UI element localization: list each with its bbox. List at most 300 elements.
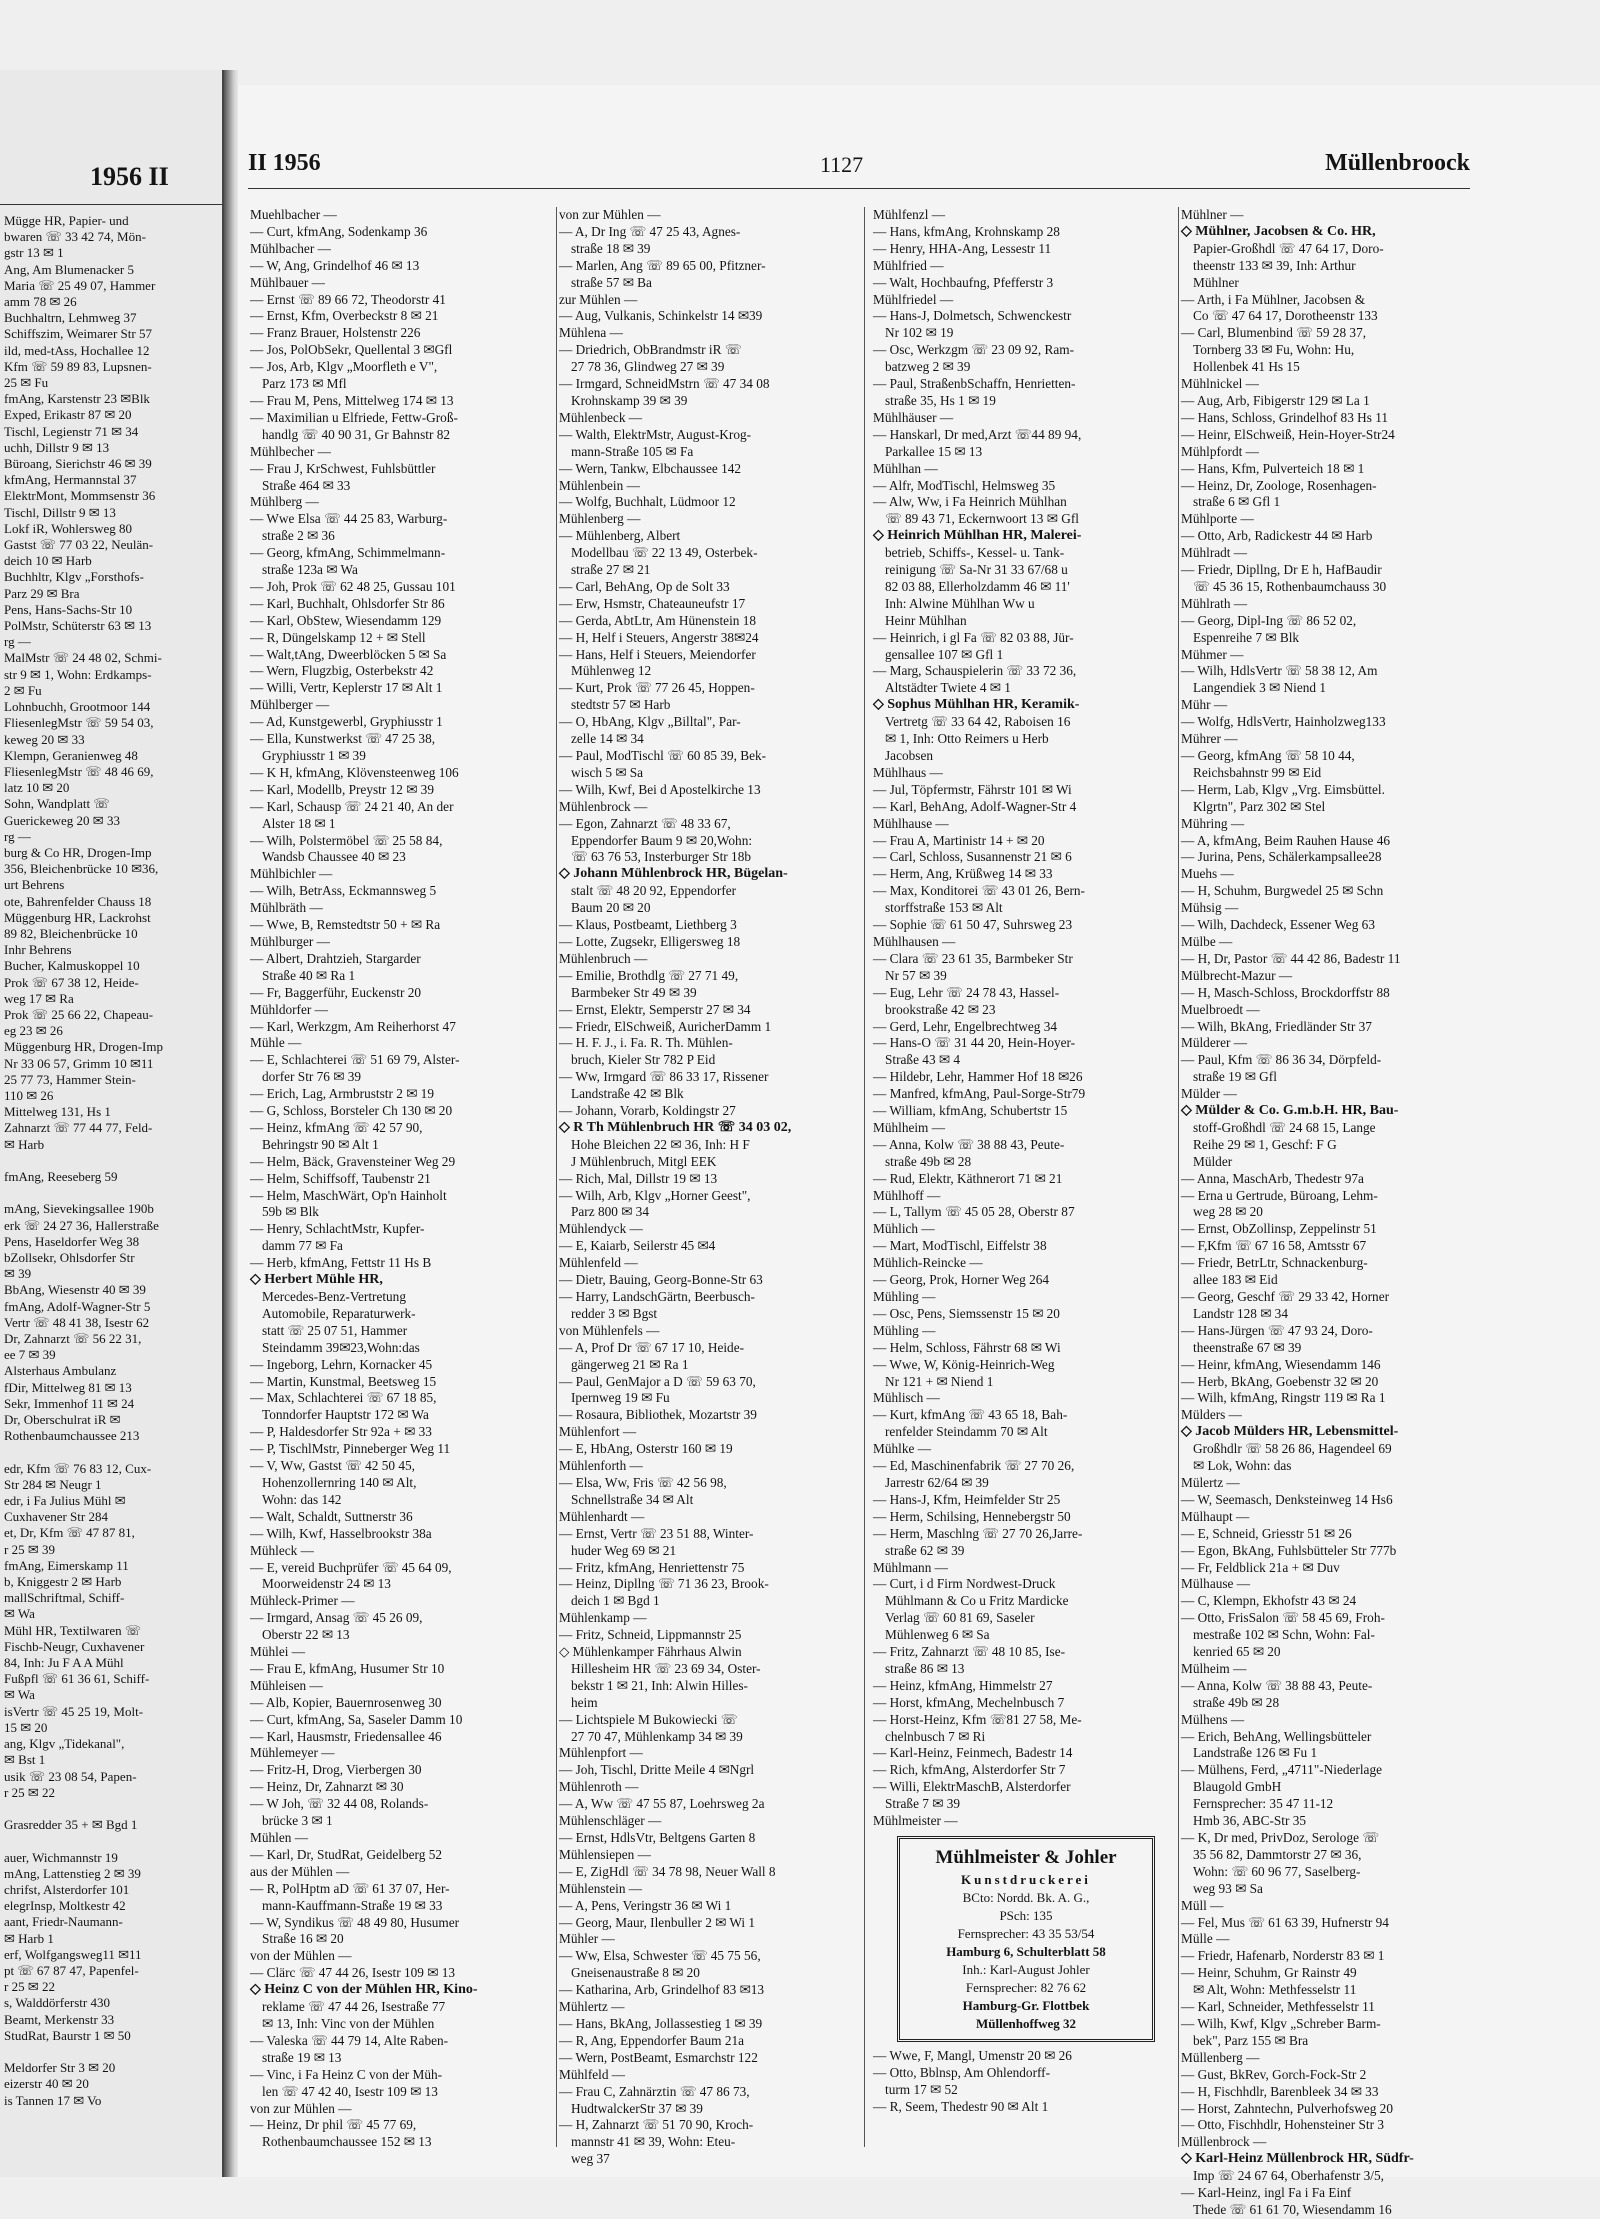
directory-entry: Wohn: das 142 [262, 1491, 342, 1507]
directory-entry: — Heinz, Dr, Zoologe, Rosenhagen- [1181, 477, 1377, 493]
directory-entry: — R, Ang, Eppendorfer Baum 21a [559, 2032, 745, 2048]
directory-entry: straße 19 ✉ Gfl [1193, 1069, 1277, 1085]
directory-entry: Mühle — [250, 1035, 302, 1051]
directory-entry: — Irmgard, Ansag ☏ 45 26 09, [250, 1610, 423, 1626]
directory-entry: Mühlbacher — [250, 240, 331, 256]
directory-entry: — Clara ☏ 23 61 35, Barmbeker Str [873, 950, 1073, 966]
directory-entry: — Herm, Maschlng ☏ 27 70 26,Jarre- [873, 1525, 1083, 1541]
ad-phone: Fernsprecher: 43 35 53/54 [957, 1926, 1095, 1941]
directory-entry: — Heinr, kfmAng, Wiesendamm 146 [1181, 1356, 1381, 1372]
directory-entry: 84, Inh: Ju F A A Mühl [4, 1655, 124, 1671]
directory-entry: Mühl HR, Textilwaren ☏ [4, 1622, 142, 1638]
directory-entry [2, 1185, 218, 1201]
directory-entry: — Rosaura, Bibliothek, Mozartstr 39 [559, 1407, 757, 1423]
directory-entry: — Alw, Ww, i Fa Heinrich Mühlhan [873, 494, 1067, 510]
directory-entry: r 25 ✉ 39 [4, 1541, 55, 1557]
directory-entry: — Dietr, Bauing, Georg-Bonne-Str 63 [559, 1272, 763, 1288]
directory-entry: Mühlfeld — [559, 2066, 626, 2082]
directory-entry: — Hildebr, Lehr, Hammer Hof 18 ✉26 [873, 1069, 1083, 1085]
directory-entry: — Karl, Werkzgm, Am Reiherhorst 47 [250, 1018, 456, 1034]
directory-entry: — Karl, Schausp ☏ 24 21 40, An der [250, 798, 454, 814]
directory-entry: — Eug, Lehr ☏ 24 78 43, Hassel- [873, 984, 1060, 1000]
directory-entry: Mühring — [1181, 815, 1245, 831]
directory-entry: weg 93 ✉ Sa [1193, 1880, 1263, 1896]
directory-entry: Landstr 128 ✉ 34 [1193, 1305, 1288, 1321]
directory-entry: ✉ 39 [4, 1266, 32, 1282]
ad-subtitle: Kunstdruckerei [961, 1872, 1091, 1887]
directory-entry: Grasredder 35 + ✉ Bgd 1 [4, 1817, 138, 1833]
directory-entry: — Fr, Feldblick 21a + ✉ Duv [1181, 1559, 1340, 1575]
directory-entry: — Henry, HHA-Ang, Lessestr 11 [873, 240, 1052, 256]
directory-entry: 27 78 36, Glindweg 27 ✉ 39 [571, 359, 725, 375]
directory-entry: Mülderer — [1181, 1035, 1248, 1051]
directory-entry: — Fritz-H, Drog, Vierbergen 30 [250, 1762, 422, 1778]
directory-entry: — Egon, BkAng, Fuhlsbütteler Str 777b [1181, 1542, 1397, 1558]
directory-entry: ◇ Mühlner, Jacobsen & Co. HR, [1181, 223, 1376, 239]
directory-entry: Imp ☏ 24 67 64, Oberhafenstr 3/5, [1193, 2168, 1384, 2184]
directory-entry: — Herm, Lab, Klgv „Vrg. Eimsbüttel. [1181, 781, 1385, 797]
directory-entry: Parz 173 ✉ Mfl [262, 376, 347, 392]
directory-entry: — Rich, kfmAng, Alsterdorfer Str 7 [873, 1762, 1066, 1778]
directory-entry: — E, Kaiarb, Seilerstr 45 ✉4 [559, 1238, 716, 1254]
directory-entry: weg 37 [571, 2151, 610, 2167]
directory-entry: — Maximilian u Elfriede, Fettw-Groß- [250, 409, 458, 425]
directory-entry: Mühlfriedel — [873, 291, 954, 307]
directory-entry: — Marlen, Ang ☏ 89 65 00, Pfitzner- [559, 257, 766, 273]
directory-entry: Mühlner [1193, 274, 1239, 290]
directory-entry: Mühlertz — [559, 1999, 625, 2015]
directory-entry: 35 56 82, Dammtorstr 27 ✉ 36, [1193, 1846, 1362, 1862]
directory-entry [2, 1444, 218, 1460]
directory-entry: kenried 65 ✉ 20 [1193, 1644, 1281, 1660]
directory-entry: — Albert, Drahtzieh, Stargarder [250, 950, 421, 966]
directory-entry: MalMstr ☏ 24 48 02, Schmi- [4, 650, 162, 666]
directory-entry: Mühleck-Primer — [250, 1593, 355, 1609]
column-3 [864, 207, 1163, 2147]
directory-entry: Pens, Hans-Sachs-Str 10 [4, 601, 133, 617]
directory-entry: — E, Schneid, Griesstr 51 ✉ 26 [1181, 1525, 1352, 1541]
directory-entry: — Carl, Blumenbind ☏ 59 28 37, [1181, 325, 1367, 341]
directory-entry: gensallee 107 ✉ Gfl 1 [885, 646, 1004, 662]
directory-entry: — A, kfmAng, Beim Rauhen Hause 46 [1181, 832, 1391, 848]
directory-entry: Straße 16 ✉ 20 [262, 1931, 344, 1947]
directory-entry: Rothenbaumchaussee 152 ✉ 13 [262, 2134, 432, 2150]
directory-entry: — E, vereid Buchprüfer ☏ 45 64 09, [250, 1559, 452, 1575]
directory-entry [2, 2044, 218, 2060]
directory-entry: — Arth, i Fa Mühlner, Jacobsen & [1181, 291, 1366, 307]
directory-entry: — Ernst, HdlsVtr, Beltgens Garten 8 [559, 1830, 756, 1845]
directory-entry: — Wilh, BetrAss, Eckmannsweg 5 [250, 883, 437, 899]
directory-entry: Verlag ☏ 60 81 69, Saseler [885, 1610, 1035, 1626]
directory-entry: Rothenbaumchaussee 213 [4, 1428, 140, 1444]
directory-entry: — Carl, BehAng, Op de Solt 33 [559, 578, 730, 594]
directory-entry: damm 77 ✉ Fa [262, 1238, 343, 1254]
directory-entry: Mühlenbrock — [559, 798, 648, 814]
directory-entry: — Martin, Kunstmal, Beetsweg 15 [250, 1373, 437, 1389]
directory-entry: — Aug, Arb, Fibigerstr 129 ✉ La 1 [1181, 392, 1370, 408]
directory-entry: — G, Schloss, Borsteler Ch 130 ✉ 20 [250, 1103, 453, 1119]
directory-entry: Mühlhaus — [873, 764, 943, 780]
ad-bank: BCto: Nordd. Bk. A. G., [962, 1890, 1090, 1905]
directory-entry: — Klaus, Postbeamt, Liethberg 3 [559, 917, 737, 933]
directory-entry: Mühlberg — [250, 494, 319, 510]
directory-entry: — K H, kfmAng, Klövensteenweg 106 [250, 764, 459, 780]
directory-entry: StudRat, Baurstr 1 ✉ 50 [4, 2027, 131, 2043]
directory-entry: BbAng, Wiesenstr 40 ✉ 39 [4, 1282, 146, 1298]
directory-entry: — Jul, Töpfermstr, Fährstr 101 ✉ Wi [873, 781, 1072, 797]
directory-entry: — Horst-Heinz, Kfm ☏81 27 58, Me- [873, 1711, 1082, 1727]
directory-entry: — Rud, Elektr, Käthnerort 71 ✉ 21 [873, 1170, 1063, 1186]
directory-entry: Mülheim — [1181, 1660, 1247, 1676]
directory-entry: straße 49b ✉ 28 [885, 1153, 972, 1169]
directory-entry: — Max, Konditorei ☏ 43 01 26, Bern- [873, 883, 1085, 899]
directory-entry: — Wolfg, HdlsVertr, Hainholzweg133 [1181, 714, 1386, 730]
directory-entry: Gneisenaustraße 8 ✉ 20 [571, 1965, 700, 1981]
directory-entry: — Hans, kfmAng, Krohnskamp 28 [873, 223, 1060, 239]
directory-entry: — Ed, Maschinenfabrik ☏ 27 70 26, [873, 1458, 1075, 1474]
directory-entry: — Anna, Kolw ☏ 38 88 43, Peute- [1181, 1677, 1373, 1693]
directory-entry: Mühlmeister — [873, 1813, 958, 1829]
directory-entry: Moorweidenstr 24 ✉ 13 [262, 1576, 391, 1592]
directory-entry: Pens, Haseldorfer Weg 38 [4, 1233, 140, 1249]
directory-entry: — Walt, Hochbaufng, Pfefferstr 3 [873, 274, 1054, 290]
directory-entry: Mülder [1193, 1153, 1233, 1169]
directory-entry: Mührer — [1181, 731, 1238, 747]
directory-entry: reklame ☏ 47 44 26, Isestraße 77 [262, 1999, 446, 2015]
directory-entry: zelle 14 ✉ 34 [571, 731, 644, 747]
directory-entry: ◇ Heinz C von der Mühlen HR, Kino- [250, 1982, 478, 1998]
directory-entry: Mühlmann — [873, 1559, 948, 1575]
directory-entry: — Friedr, ElSchweiß, AuricherDamm 1 [559, 1018, 772, 1034]
directory-entry: Meldorfer Str 3 ✉ 20 [4, 2060, 116, 2076]
directory-entry: ✉ Alt, Wohn: Methfesselstr 11 [1193, 1982, 1357, 1998]
directory-entry: Mühlenweg 6 ✉ Sa [885, 1627, 990, 1643]
directory-entry: — Hans-J, Dolmetsch, Schwenckestr [873, 308, 1072, 324]
directory-entry: — Frau A, Martinistr 14 + ✉ 20 [873, 832, 1045, 848]
directory-entry: Straße 464 ✉ 33 [262, 477, 351, 493]
directory-entry: urt Behrens [4, 877, 65, 893]
directory-entry: statt ☏ 25 07 51, Hammer [262, 1322, 408, 1338]
directory-entry: fmAng, Reeseberg 59 [4, 1168, 118, 1184]
directory-entry: Lohnbuchh, Grootmoor 144 [4, 699, 151, 715]
directory-entry: — Karl, BehAng, Adolf-Wagner-Str 4 [873, 798, 1077, 814]
directory-entry: stoff-Großhdl ☏ 24 68 15, Lange [1193, 1119, 1376, 1135]
directory-entry: ✉ Wa [4, 1687, 35, 1703]
directory-entry: — Helm, Bäck, Gravensteiner Weg 29 [250, 1153, 456, 1169]
directory-entry: latz 10 ✉ 20 [4, 780, 70, 796]
directory-entry: Buchhltr, Klgv „Forsthofs- [4, 569, 144, 585]
directory-entry: Mühlberger — [250, 697, 330, 713]
directory-entry: Mühler — [559, 1931, 615, 1947]
directory-entry: Klgrtn", Parz 302 ✉ Stel [1193, 798, 1326, 814]
directory-entry: — R, Seem, Thedestr 90 ✉ Alt 1 [873, 2098, 1049, 2114]
directory-entry: — Wolfg, Buchhalt, Lüdmoor 12 [559, 494, 736, 510]
directory-entry: — Hans-J, Kfm, Heimfelder Str 25 [873, 1491, 1061, 1507]
directory-entry: — W Joh, ☏ 32 44 08, Rolands- [250, 1796, 429, 1812]
directory-entry: mann-Straße 105 ✉ Fa [571, 443, 694, 459]
directory-entry: — Alb, Kopier, Bauernrosenweg 30 [250, 1694, 442, 1710]
directory-entry: betrieb, Schiffs-, Kessel- u. Tank- [885, 545, 1065, 561]
directory-entry: ◇ Mühlenkamper Fährhaus Alwin [559, 1644, 742, 1660]
directory-entry: Barmbeker Str 49 ✉ 39 [571, 984, 697, 1000]
directory-entry [2, 1801, 218, 1817]
directory-entry: — Karl-Heinz, ingl Fa i Fa Einf [1181, 2185, 1352, 2201]
directory-entry: — Walth, ElektrMstr, August-Krog- [559, 426, 752, 442]
directory-entry: ☏ 89 43 71, Eckernwoort 13 ✉ Gfl [885, 511, 1079, 527]
directory-entry: Krohnskamp 39 ✉ 39 [571, 392, 688, 408]
directory-entry: Behringstr 90 ✉ Alt 1 [262, 1136, 379, 1152]
directory-entry: Tonndorfer Hauptstr 172 ✉ Wa [262, 1407, 429, 1423]
directory-entry: mAng, Sievekingsallee 190b [4, 1201, 154, 1217]
directory-entry: straße 27 ✉ 21 [571, 562, 651, 578]
directory-entry: — Otto, Arb, Radickestr 44 ✉ Harb [1181, 528, 1373, 544]
directory-entry: — F,Kfm ☏ 67 16 58, Amtsstr 67 [1181, 1238, 1367, 1254]
directory-entry: Mühlich — [873, 1221, 935, 1237]
directory-entry: — L, Tallym ☏ 45 05 28, Oberstr 87 [873, 1204, 1075, 1220]
directory-entry: ✉ Lok, Wohn: das [1193, 1458, 1292, 1474]
directory-entry: Fischb-Neugr, Cuxhavener [4, 1638, 145, 1654]
directory-entry: allee 183 ✉ Eid [1193, 1272, 1278, 1288]
directory-entry: Nr 33 06 57, Grimm 10 ✉11 [4, 1055, 154, 1071]
directory-entry: — E, Schlachterei ☏ 51 69 79, Alster- [250, 1052, 460, 1068]
directory-entry: Espenreihe 7 ✉ Blk [1193, 629, 1300, 645]
directory-entry: chrifst, Alsterdorfer 101 [4, 1881, 130, 1897]
directory-entry: Mühlbräth — [250, 900, 323, 916]
directory-entry: gstr 13 ✉ 1 [4, 245, 64, 261]
directory-entry: — Mart, ModTischl, Eiffelstr 38 [873, 1238, 1047, 1254]
directory-entry: — Osc, Pens, Siemssenstr 15 ✉ 20 [873, 1305, 1060, 1321]
directory-entry: bwaren ☏ 33 42 74, Mön- [4, 229, 146, 245]
directory-entry: brookstraße 42 ✉ 23 [885, 1001, 996, 1017]
directory-entry: usik ☏ 23 08 54, Papen- [4, 1768, 137, 1784]
directory-entry: pt ☏ 67 87 47, Papenfel- [4, 1962, 139, 1978]
directory-entry: Bucher, Kalmuskoppel 10 [4, 958, 140, 974]
directory-entry: stalt ☏ 48 20 92, Eppendorfer [571, 883, 737, 899]
directory-entry: ee 7 ✉ 39 [4, 1347, 56, 1363]
directory-entry: Oberstr 22 ✉ 13 [262, 1627, 350, 1643]
directory-entry: von der Mühlen — [250, 1948, 352, 1964]
directory-entry: FliesenlegMstr ☏ 59 54 03, [4, 715, 154, 731]
directory-entry: — K, Dr med, PrivDoz, Serologe ☏ [1181, 1830, 1379, 1845]
directory-entry: mallSchriftmal, Schiff- [4, 1590, 125, 1606]
directory-entry: Schnellstraße 34 ✉ Alt [571, 1491, 694, 1507]
directory-entry: — Jos, PolObSekr, Quellental 3 ✉Gfl [250, 342, 453, 358]
ad-phone2: Fernsprecher: 82 76 62 [965, 1980, 1087, 1995]
directory-entry: Langendiek 3 ✉ Niend 1 [1193, 680, 1326, 696]
directory-entry: von Mühlenfels — [559, 1322, 660, 1338]
directory-entry: Mühlensiepen — [559, 1846, 651, 1862]
directory-entry: — Heinz, Dr phil ☏ 45 77 69, [250, 2117, 417, 2133]
directory-entry: — Aug, Vulkanis, Schinkelstr 14 ✉39 [559, 308, 763, 324]
directory-entry: ◇ Jacob Mülders HR, Lebensmittel- [1181, 1424, 1399, 1440]
directory-entry: — Katharina, Arb, Grindelhof 83 ✉13 [559, 1982, 765, 1998]
header-volume: II 1956 [248, 150, 321, 176]
directory-entry: — Anna, Kolw ☏ 38 88 43, Peute- [873, 1136, 1065, 1152]
directory-entry: Mühlenfort — [559, 1424, 637, 1440]
directory-entry: — Ernst, Vertr ☏ 23 51 88, Winter- [559, 1525, 754, 1541]
directory-entry: fDir, Mittelweg 81 ✉ 13 [4, 1379, 132, 1395]
directory-entry: — Carl, Schloss, Susannenstr 21 ✉ 6 [873, 849, 1072, 865]
directory-entry: ☏ 45 36 15, Rothenbaumchauss 30 [1193, 578, 1387, 594]
directory-entry: ◇ Karl-Heinz Müllenbrock HR, Südfr- [1181, 2151, 1414, 2167]
directory-entry: Straße 43 ✉ 4 [885, 1052, 961, 1068]
directory-entry: 27 70 47, Mühlenkamp 34 ✉ 39 [571, 1728, 743, 1744]
directory-entry: uchh, Dillstr 9 ✉ 13 [4, 439, 110, 455]
directory-entry: — H, Dr, Pastor ☏ 44 42 86, Badestr 11 [1181, 950, 1401, 966]
directory-entry: ◇ Mülder & Co. G.m.b.H. HR, Bau- [1181, 1103, 1399, 1119]
directory-entry: Mühlmann & Co u Fritz Mardicke [885, 1593, 1069, 1609]
directory-entry: ElektrMont, Mommsenstr 36 [4, 488, 156, 504]
directory-entry: Mühlporte — [1181, 511, 1254, 527]
directory-entry: — Emilie, Brothdlg ☏ 27 71 49, [559, 967, 739, 983]
directory-entry: Mühlrath — [1181, 595, 1248, 611]
directory-entry: Mühlisch — [873, 1390, 940, 1406]
directory-entry: — Karl, ObStew, Wiesendamm 129 [250, 612, 442, 628]
directory-entry: erf, Wolfgangsweg11 ✉11 [4, 1946, 142, 1962]
directory-entry: Exped, Erikastr 87 ✉ 20 [4, 407, 132, 423]
directory-entry: — Erich, Lag, Armbruststr 2 ✉ 19 [250, 1086, 434, 1102]
directory-entry: — Karl, Schneider, Methfesselstr 11 [1181, 1999, 1375, 2015]
directory-entry: Mühlenweg 12 [571, 663, 652, 679]
directory-entry: Papier-Großhdl ☏ 47 64 17, Doro- [1193, 240, 1384, 256]
directory-entry: Mügge HR, Papier- und [4, 213, 129, 228]
left-page-lines [0, 205, 222, 2109]
directory-entry [2, 1153, 218, 1169]
directory-entry: Straße 7 ✉ 39 [885, 1796, 961, 1812]
directory-entry: — C, Klempn, Ekhofstr 43 ✉ 24 [1181, 1593, 1357, 1609]
directory-entry: Mühlei — [250, 1644, 306, 1660]
directory-entry: Müggenburg HR, Drogen-Imp [4, 1039, 163, 1055]
directory-entry: isVertr ☏ 45 25 19, Molt- [4, 1703, 144, 1719]
directory-entry: Mühldorfer — [250, 1001, 328, 1017]
directory-entry: — Georg, Maur, Ilenbuller 2 ✉ Wi 1 [559, 1914, 756, 1930]
ad-inhaber: Inh.: Karl-August Johler [962, 1962, 1090, 1977]
directory-entry: — P, Haldesdorfer Str 92a + ✉ 33 [250, 1424, 432, 1440]
directory-entry: Großhdlr ☏ 58 26 86, Hagendeel 69 [1193, 1441, 1392, 1457]
directory-entry: Mühlenberg — [559, 511, 641, 527]
directory-entry: Mühlenforth — [559, 1458, 643, 1474]
directory-entry: — Lichtspiele M Bukowiecki ☏ [559, 1711, 738, 1727]
column-4 [1178, 207, 1471, 2217]
directory-entry: Zahnarzt ☏ 77 44 77, Feld- [4, 1120, 153, 1136]
directory-entry: Vertretg ☏ 33 64 42, Raboisen 16 [885, 714, 1071, 730]
directory-entry: — H, Masch-Schloss, Brockdorffstr 88 [1181, 984, 1390, 1000]
directory-entry: — Rich, Mal, Dillstr 19 ✉ 13 [559, 1170, 718, 1186]
directory-entry: bek", Parz 155 ✉ Bra [1193, 2032, 1309, 2048]
directory-entry: brücke 3 ✉ 1 [262, 1813, 333, 1829]
directory-entry: fmAng, Adolf-Wagner-Str 5 [4, 1298, 151, 1314]
directory-entry: Mühlenbeck — [559, 409, 643, 425]
directory-entry: Inh: Alwine Mühlhan Ww u [885, 595, 1035, 611]
directory-entry: Muelbroedt — [1181, 1001, 1260, 1017]
directory-entry: Müllenberg — [1181, 2049, 1260, 2065]
directory-entry: bZollsekr, Ohlsdorfer Str [4, 1250, 135, 1265]
directory-entry: Altstädter Twiete 4 ✉ 1 [885, 680, 1011, 696]
directory-entry: — Marg, Schauspielerin ☏ 33 72 36, [873, 663, 1077, 679]
directory-entry: — Lotte, Zugsekr, Elligersweg 18 [559, 933, 741, 949]
directory-entry: Mühlhäuser — [873, 409, 954, 425]
directory-entry: Hohenzollernring 140 ✉ Alt, [262, 1474, 417, 1490]
directory-entry: — Hans-Jürgen ☏ 47 93 24, Doro- [1181, 1322, 1373, 1338]
directory-entry: mannstr 41 ✉ 39, Wohn: Eteu- [571, 2134, 736, 2150]
directory-entry: — Friedr, BetrLtr, Schnackenburg- [1181, 1255, 1368, 1271]
directory-entry: Hmb 36, ABC-Str 35 [1193, 1813, 1307, 1829]
column-3-entries [871, 207, 1163, 1830]
directory-entry: Sohn, Wandplatt ☏ [4, 796, 110, 812]
directory-entry: — Paul, StraßenbSchaffn, Henrietten- [873, 376, 1076, 392]
directory-entry: — Manfred, kfmAng, Paul-Sorge-Str79 [873, 1086, 1086, 1102]
directory-entry: — Elsa, Ww, Fris ☏ 42 56 98, [559, 1474, 727, 1490]
directory-entry: — Heinz, kfmAng ☏ 42 57 90, [250, 1119, 423, 1135]
directory-entry: — Paul, Kfm ☏ 86 36 34, Dörpfeld- [1181, 1052, 1382, 1068]
directory-entry: Mühlenbein — [559, 477, 640, 493]
directory-entry: amm 78 ✉ 26 [4, 294, 77, 310]
directory-entry: — Gerda, AbtLtr, Am Hünenstein 18 [559, 612, 757, 628]
directory-entry: Mühlenkamp — [559, 1610, 647, 1626]
directory-entry: Dr, Oberschulrat iR ✉ [4, 1412, 121, 1428]
directory-entry: b, Kniggestr 2 ✉ Harb [4, 1574, 122, 1590]
directory-entry: — Ad, Kunstgewerbl, Gryphiusstr 1 [250, 714, 443, 730]
directory-entry: von zur Mühlen — [250, 2100, 352, 2116]
directory-entry: — Erw, Hsmstr, Chateauneufstr 17 [559, 595, 746, 611]
directory-entry: — Wilh, Polstermöbel ☏ 25 58 84, [250, 832, 443, 848]
directory-entry: Mühlburger — [250, 933, 330, 949]
directory-entry: ◇ R Th Mühlenbruch HR ☏ 34 03 02, [559, 1119, 792, 1135]
directory-entry: — Sophie ☏ 61 50 47, Suhrsweg 23 [873, 917, 1073, 933]
directory-entry: — Erna u Gertrude, Büroang, Lehm- [1181, 1187, 1378, 1203]
directory-entry: Alsterhaus Ambulanz [4, 1363, 117, 1379]
directory-entry: straße 86 ✉ 13 [885, 1660, 965, 1676]
directory-entry: Gastst ☏ 77 03 22, Neulän- [4, 537, 154, 553]
column-2 [556, 207, 849, 2167]
directory-entry: — Willi, Vertr, Keplerstr 17 ✉ Alt 1 [250, 680, 443, 696]
directory-entry: — Harry, LandschGärtn, Beerbusch- [559, 1289, 755, 1304]
directory-entry: — Georg, kfmAng ☏ 58 10 44, [1181, 748, 1355, 763]
directory-entry: Mühsig — [1181, 900, 1239, 916]
right-page [238, 85, 1600, 2217]
directory-entry: — Jurina, Pens, Schälerkampsallee28 [1181, 849, 1382, 865]
page-number: 1127 [820, 152, 864, 177]
directory-entry: Heinr Mühlhan [885, 612, 967, 628]
directory-entry: kfmAng, Hermannstal 37 [4, 472, 137, 488]
directory-entry: Parz 29 ✉ Bra [4, 585, 80, 601]
directory-entry: r 25 ✉ 22 [4, 1979, 55, 1995]
directory-entry: — Paul, GenMajor a D ☏ 59 63 70, [559, 1373, 756, 1389]
directory-entry: Mühlbauer — [250, 274, 325, 290]
directory-entry: Kfm ☏ 59 89 83, Lupsnen- [4, 358, 152, 374]
directory-entry: deich 1 ✉ Bgd 1 [571, 1593, 660, 1609]
directory-entry: — H, Helf i Steuers, Angerstr 38✉24 [559, 629, 759, 645]
directory-entry: — William, kfmAng, Schubertstr 15 [873, 1103, 1068, 1119]
directory-entry: is Tannen 17 ✉ Vo [4, 2092, 102, 2108]
directory-entry: Mühleisen — [250, 1677, 323, 1693]
directory-entry: reinigung ☏ Sa-Nr 31 33 67/68 u [885, 562, 1068, 578]
directory-entry: Mühlenstein — [559, 1880, 643, 1896]
directory-entry: Str 284 ✉ Neugr 1 [4, 1476, 102, 1492]
header-keyword: Müllenbroock [1325, 150, 1470, 176]
directory-entry: — A, Ww ☏ 47 55 87, Loehrsweg 2a [559, 1796, 765, 1812]
directory-entry: — R, Düngelskamp 12 + ✉ Stell [250, 629, 426, 645]
directory-entry: burg & Co HR, Drogen-Imp [4, 844, 152, 860]
directory-entry: Mühlheim — [873, 1119, 946, 1135]
ad-street2: Müllenhoffweg 32 [975, 2016, 1077, 2031]
directory-entry: Müggenburg HR, Lackrohst [4, 909, 151, 925]
directory-entry: — Mühlenberg, Albert [559, 528, 681, 544]
directory-entry: Blaugold GmbH [1193, 1779, 1282, 1795]
directory-entry: 2 ✉ Fu [4, 682, 42, 698]
directory-entry: straße 18 ✉ 39 [571, 240, 651, 256]
directory-entry: FliesenlegMstr ☏ 48 46 69, [4, 763, 154, 779]
